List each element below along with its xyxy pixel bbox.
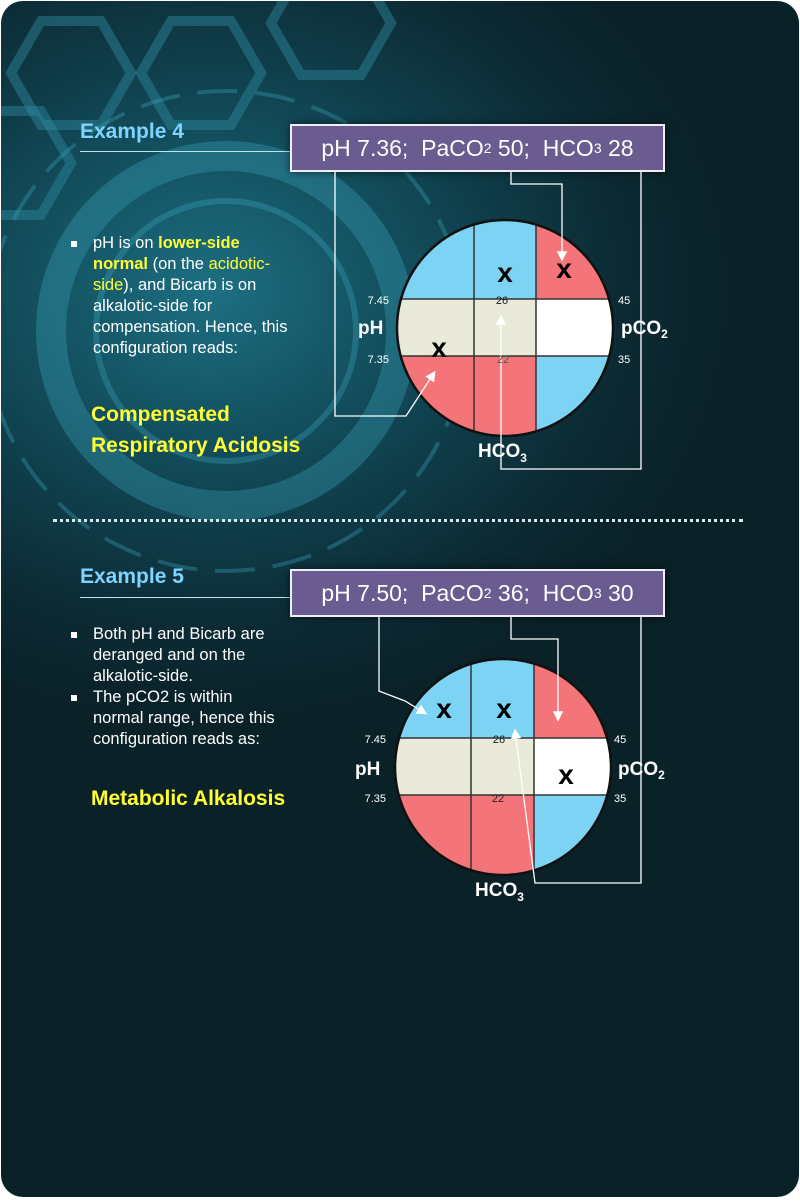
tick-ph-high: 7.45 <box>367 295 389 307</box>
mark-x: x <box>431 332 447 363</box>
example4-paco2: PaCO <box>421 134 484 161</box>
cell-ph-high-hco3-low <box>395 659 471 738</box>
example5-conclusion: Metabolic Alkalosis <box>91 787 286 810</box>
tick-ph-low: 7.35 <box>367 354 389 366</box>
tick-pco2-low: 35 <box>618 354 631 366</box>
example5-bullet-1: Both pH and Bicarb are deranged and on the alkalotic-side. <box>71 624 286 687</box>
tick-hco3-high: 26 <box>492 734 506 746</box>
label-ph: pH <box>355 759 381 780</box>
example4-ph: pH 7.36; <box>321 134 409 161</box>
example5-diagram <box>1 1 799 1197</box>
label-hco3: $HCO_3$ <box>478 441 527 465</box>
mark-x: x <box>556 253 572 284</box>
mark-x: x <box>497 257 513 288</box>
example4-formula-box: pH 7.36; PaCO 2 50; HCO 3 28 <box>290 124 665 172</box>
mark-x: x <box>496 693 512 724</box>
tick-hco3-high: 26 <box>495 295 509 307</box>
example5-ph: pH 7.50; <box>321 579 409 606</box>
example5-title: Example 5 <box>80 565 184 588</box>
label-pco2: pCO$_2$ <box>618 759 665 782</box>
tick-ph-high: 7.45 <box>364 734 386 746</box>
tick-hco3-low: 22 <box>496 354 510 366</box>
label-hco3: $HCO_3$ <box>475 880 524 904</box>
cell-ph-normal-center <box>471 738 534 795</box>
label-pco2: pCO$_2$ <box>621 318 668 341</box>
cell-ph-normal-left <box>395 738 471 795</box>
example5-bullet-2: The pCO2 is within normal range, hence this configuration reads as: <box>71 687 286 750</box>
slide <box>1 1 799 1197</box>
example5-hco3: HCO <box>542 579 594 606</box>
example5-formula-box: pH 7.50; PaCO 2 36; HCO 3 30 <box>290 569 665 617</box>
cell-ph-low-left <box>395 795 471 876</box>
example4-bullet: pH is on lower-side normal (on the acidotic-side), and Bicarb is on alkalotic-side for compensation. Hence, this configuration reads: <box>71 233 296 359</box>
cell-ph-low-right <box>534 795 611 876</box>
example4-hco3: HCO <box>542 134 594 161</box>
mark-x: x <box>558 759 574 790</box>
tick-ph-low: 7.35 <box>364 793 386 805</box>
example5-paco2: PaCO <box>421 579 484 606</box>
cell-ph-high-hco3-high <box>534 659 611 738</box>
tick-pco2-high: 45 <box>614 734 627 746</box>
label-ph: pH <box>358 318 384 339</box>
tick-pco2-high: 45 <box>618 295 631 307</box>
tick-hco3-low: 22 <box>491 793 505 805</box>
example4-title: Example 4 <box>80 120 184 143</box>
example4-conclusion: Compensated Respiratory Acidosis <box>91 403 301 457</box>
tick-pco2-low: 35 <box>614 793 627 805</box>
mark-x: x <box>436 693 452 724</box>
